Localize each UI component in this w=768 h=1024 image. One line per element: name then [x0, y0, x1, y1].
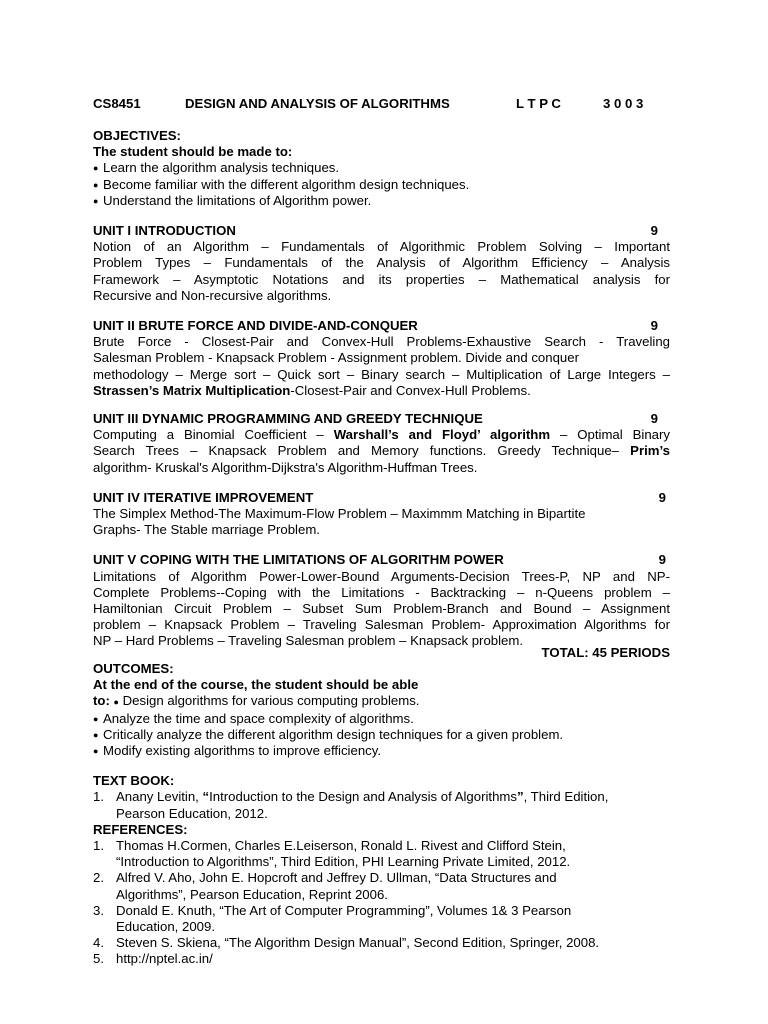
unit-heading: UNIT III DYNAMIC PROGRAMMING AND GREEDY TECHNIQUE 9 — [93, 411, 670, 427]
references-section — [93, 822, 670, 968]
syllabus-page — [93, 96, 670, 968]
list-item: 1. Anany Levitin, “Introduction to the Design and Analysis of Algorithms”, Third Edition, Pearson Education, 2012. — [93, 789, 609, 821]
unit-line: Complete Problems--Coping with the Limitations - Backtracking – n-Queens problem – — [93, 584, 670, 600]
list-item: ● Learn the algorithm analysis techniques. — [93, 160, 340, 176]
unit-line: Problem Types – Fundamentals of the Analysis of Algorithm Efficiency – Analysis — [93, 255, 670, 271]
unit-3 — [93, 411, 670, 476]
unit-line: Brute Force - Closest-Pair and Convex-Hull Problems-Exhaustive Search - Traveling — [93, 334, 670, 350]
unit-line: Strassen’s Matrix Multiplication-Closest-Pair and Convex-Hull Problems. — [93, 382, 531, 398]
objectives-section — [93, 128, 670, 209]
unit-line: Computing a Binomial Coefficient – Warshall’s and Floyd’ algorithm – Optimal Binary — [93, 427, 670, 443]
objectives-heading: OBJECTIVES: — [93, 128, 181, 143]
unit-line: Hamiltonian Circuit Problem – Subset Sum Problem-Branch and Bound – Assignment — [93, 601, 670, 617]
list-item: ● Become familiar with the different algorithm design techniques. — [93, 176, 470, 192]
unit-4 — [93, 490, 670, 539]
unit-line: Search Trees – Knapsack Problem and Memory functions. Greedy Technique– Prim’s — [93, 443, 670, 459]
unit-5 — [93, 552, 670, 649]
references-heading: REFERENCES: — [93, 821, 188, 837]
unit-hours: 9 — [658, 489, 666, 505]
outcomes-section — [93, 661, 670, 759]
unit-line: Limitations of Algorithm Power-Lower-Bound Arguments-Decision Trees-P, NP and NP- — [93, 568, 670, 584]
unit-hours: 9 — [650, 411, 658, 427]
unit-line: problem – Knapsack Problem – Traveling Salesman Problem- Approximation Algorithms for — [93, 617, 670, 633]
list-item: 5. http://nptel.ac.in/ — [93, 951, 670, 967]
unit-line: The Simplex Method-The Maximum-Flow Problem – Maximmm Matching in Bipartite — [93, 506, 586, 522]
nptel-link[interactable]: http://nptel.ac.in/ — [116, 951, 213, 967]
list-item: to: ● Design algorithms for various computing problems. — [93, 693, 420, 709]
unit-heading: UNIT IV ITERATIVE IMPROVEMENT 9 — [93, 490, 670, 506]
bullet-icon: ● — [93, 163, 99, 174]
list-item: 4. Steven S. Skiena, “The Algorithm Design Manual”, Second Edition, Springer, 2008. — [93, 935, 600, 951]
ltpc-values: 3 0 0 3 — [603, 96, 644, 111]
list-item: ● Analyze the time and space complexity of algorithms. — [93, 710, 414, 726]
unit-heading: UNIT II BRUTE FORCE AND DIVIDE-AND-CONQUER 9 — [93, 318, 670, 334]
unit-1 — [93, 223, 670, 304]
list-item: ● Modify existing algorithms to improve efficiency. — [93, 742, 382, 758]
bullet-icon: ● — [93, 745, 99, 756]
unit-line: Graphs- The Stable marriage Problem. — [93, 522, 320, 538]
unit-line: Recursive and Non-recursive algorithms. — [93, 287, 332, 303]
bullet-icon: ● — [113, 697, 119, 708]
unit-line: Salesman Problem - Knapsack Problem - Assignment problem. Divide and conquer — [93, 350, 579, 366]
bullet-icon: ● — [93, 729, 99, 740]
unit-line: NP – Hard Problems – Traveling Salesman problem – Knapsack problem. — [93, 633, 524, 649]
outcomes-heading: OUTCOMES: — [93, 660, 174, 676]
total-periods: TOTAL: 45 PERIODS — [541, 644, 670, 660]
unit-line: algorithm- Kruskal's Algorithm-Dijkstra's Algorithm-Huffman Trees. — [93, 459, 478, 475]
unit-2 — [93, 318, 670, 399]
course-header — [93, 96, 670, 114]
list-item: 2. Alfred V. Aho, John E. Hopcroft and Jeffrey D. Ullman, “Data Structures and Algorithms”, Pearson Education, Reprint 2006. — [93, 870, 557, 902]
unit-line: Notion of an Algorithm – Fundamentals of Algorithmic Problem Solving – Important — [93, 239, 670, 255]
outcomes-intro: At the end of the course, the student should be able — [93, 677, 419, 693]
list-item: 3. Donald E. Knuth, “The Art of Computer Programming”, Volumes 1& 3 Pearson Education, 2009. — [93, 902, 572, 934]
unit-heading: UNIT I INTRODUCTION 9 — [93, 223, 670, 239]
unit-line: methodology – Merge sort – Quick sort – Binary search – Multiplication of Large Integers – — [93, 366, 670, 382]
bullet-icon: ● — [93, 195, 99, 206]
unit-hours: 9 — [658, 552, 666, 568]
bullet-icon: ● — [93, 179, 99, 190]
course-code: CS8451 — [93, 96, 141, 111]
list-item: ● Critically analyze the different algorithm design techniques for a given problem. — [93, 726, 564, 742]
list-item: 1. Thomas H.Cormen, Charles E.Leiserson, Ronald L. Rivest and Clifford Stein, “Introduction to Algorithms”, Third Edition, PHI Learning Private Limited, 2012. — [93, 837, 571, 870]
unit-line: Framework – Asymptotic Notations and its properties – Mathematical analysis for — [93, 271, 670, 287]
textbook-section — [93, 773, 670, 822]
unit-hours: 9 — [650, 223, 658, 239]
unit-hours: 9 — [650, 318, 658, 334]
unit-heading: UNIT V COPING WITH THE LIMITATIONS OF ALGORITHM POWER 9 — [93, 552, 670, 568]
course-title: DESIGN AND ANALYSIS OF ALGORITHMS — [185, 96, 450, 111]
objectives-intro: The student should be made to: — [93, 144, 293, 160]
bullet-icon: ● — [93, 713, 99, 724]
textbook-heading: TEXT BOOK: — [93, 773, 175, 789]
ltpc-label: L T P C — [516, 96, 561, 111]
list-item: ● Understand the limitations of Algorithm power. — [93, 192, 372, 208]
